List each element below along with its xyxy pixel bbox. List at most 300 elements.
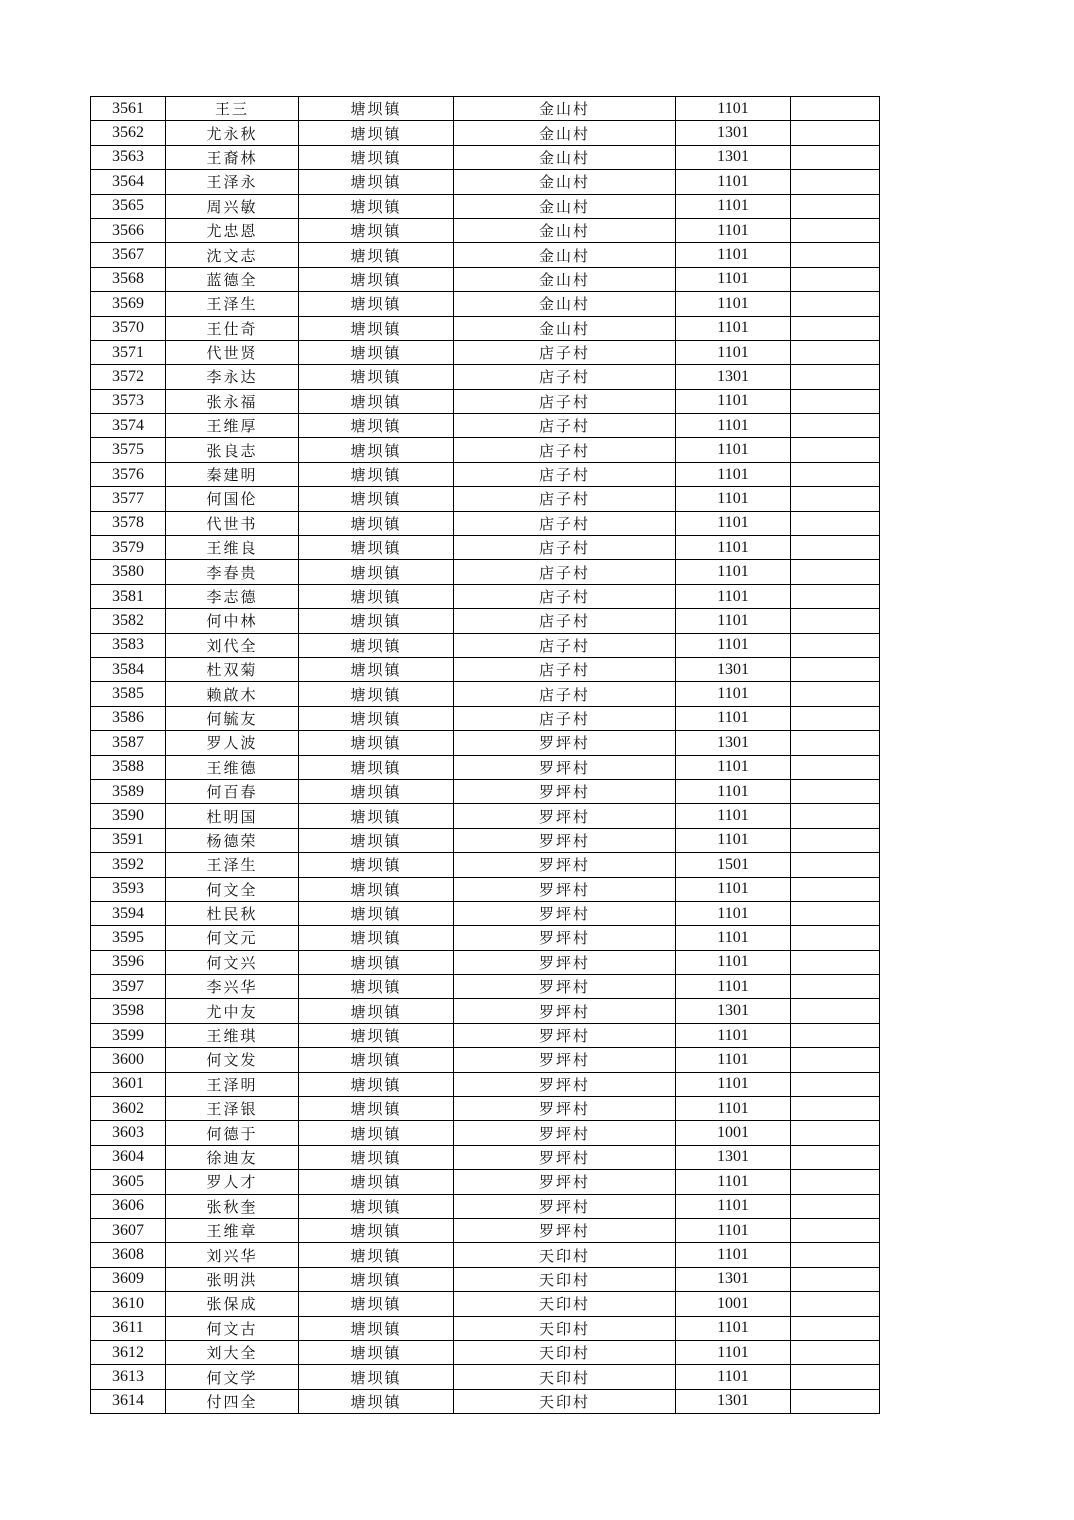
town-cell: 塘坝镇 xyxy=(299,389,454,413)
note-cell xyxy=(791,121,880,145)
table-row xyxy=(91,1170,880,1194)
row-number-cell: 3586 xyxy=(91,706,166,730)
table-row xyxy=(91,1072,880,1096)
table-row xyxy=(91,682,880,706)
town-cell: 塘坝镇 xyxy=(299,877,454,901)
village-cell: 罗坪村 xyxy=(454,901,676,925)
table-row xyxy=(91,145,880,169)
table-row xyxy=(91,950,880,974)
note-cell xyxy=(791,1267,880,1291)
table-row xyxy=(91,365,880,389)
row-number-cell: 3594 xyxy=(91,901,166,925)
name-cell: 蓝德全 xyxy=(166,267,299,291)
table-row xyxy=(91,609,880,633)
town-cell: 塘坝镇 xyxy=(299,657,454,681)
village-cell: 罗坪村 xyxy=(454,1194,676,1218)
village-cell: 天印村 xyxy=(454,1316,676,1340)
table-row xyxy=(91,97,880,121)
name-cell: 王泽银 xyxy=(166,1097,299,1121)
row-number-cell: 3575 xyxy=(91,438,166,462)
name-cell: 王三 xyxy=(166,97,299,121)
note-cell xyxy=(791,340,880,364)
town-cell: 塘坝镇 xyxy=(299,1072,454,1096)
town-cell: 塘坝镇 xyxy=(299,414,454,438)
name-cell: 李兴华 xyxy=(166,975,299,999)
village-cell: 罗坪村 xyxy=(454,804,676,828)
name-cell: 刘大全 xyxy=(166,1340,299,1364)
note-cell xyxy=(791,682,880,706)
table-row xyxy=(91,633,880,657)
village-cell: 店子村 xyxy=(454,706,676,730)
row-number-cell: 3581 xyxy=(91,584,166,608)
town-cell: 塘坝镇 xyxy=(299,584,454,608)
note-cell xyxy=(791,389,880,413)
note-cell xyxy=(791,633,880,657)
row-number-cell: 3592 xyxy=(91,853,166,877)
name-cell: 秦建明 xyxy=(166,462,299,486)
note-cell xyxy=(791,292,880,316)
code-cell: 1101 xyxy=(676,633,791,657)
village-cell: 天印村 xyxy=(454,1243,676,1267)
name-cell: 何文元 xyxy=(166,926,299,950)
town-cell: 塘坝镇 xyxy=(299,97,454,121)
table-row xyxy=(91,414,880,438)
table-row xyxy=(91,804,880,828)
village-cell: 店子村 xyxy=(454,462,676,486)
note-cell xyxy=(791,584,880,608)
code-cell: 1101 xyxy=(676,1097,791,1121)
village-cell: 罗坪村 xyxy=(454,1121,676,1145)
note-cell xyxy=(791,243,880,267)
code-cell: 1001 xyxy=(676,1292,791,1316)
town-cell: 塘坝镇 xyxy=(299,853,454,877)
note-cell xyxy=(791,1072,880,1096)
name-cell: 何中林 xyxy=(166,609,299,633)
name-cell: 付四全 xyxy=(166,1389,299,1413)
row-number-cell: 3603 xyxy=(91,1121,166,1145)
table-row xyxy=(91,511,880,535)
code-cell: 1301 xyxy=(676,145,791,169)
table-row xyxy=(91,706,880,730)
village-cell: 罗坪村 xyxy=(454,926,676,950)
row-number-cell: 3565 xyxy=(91,194,166,218)
code-cell: 1101 xyxy=(676,97,791,121)
village-cell: 罗坪村 xyxy=(454,877,676,901)
code-cell: 1301 xyxy=(676,1145,791,1169)
code-cell: 1101 xyxy=(676,926,791,950)
name-cell: 何百春 xyxy=(166,779,299,803)
name-cell: 王裔林 xyxy=(166,145,299,169)
row-number-cell: 3608 xyxy=(91,1243,166,1267)
name-cell: 何国伦 xyxy=(166,487,299,511)
note-cell xyxy=(791,218,880,242)
code-cell: 1101 xyxy=(676,511,791,535)
table-row xyxy=(91,218,880,242)
name-cell: 刘兴华 xyxy=(166,1243,299,1267)
name-cell: 周兴敏 xyxy=(166,194,299,218)
village-cell: 天印村 xyxy=(454,1389,676,1413)
code-cell: 1301 xyxy=(676,1267,791,1291)
row-number-cell: 3606 xyxy=(91,1194,166,1218)
note-cell xyxy=(791,487,880,511)
row-number-cell: 3569 xyxy=(91,292,166,316)
table-row xyxy=(91,267,880,291)
table-row xyxy=(91,1340,880,1364)
row-number-cell: 3572 xyxy=(91,365,166,389)
village-cell: 罗坪村 xyxy=(454,999,676,1023)
table-row xyxy=(91,999,880,1023)
village-cell: 罗坪村 xyxy=(454,755,676,779)
row-number-cell: 3567 xyxy=(91,243,166,267)
row-number-cell: 3578 xyxy=(91,511,166,535)
note-cell xyxy=(791,511,880,535)
code-cell: 1101 xyxy=(676,755,791,779)
town-cell: 塘坝镇 xyxy=(299,804,454,828)
table-row xyxy=(91,1316,880,1340)
village-cell: 金山村 xyxy=(454,292,676,316)
town-cell: 塘坝镇 xyxy=(299,901,454,925)
village-cell: 罗坪村 xyxy=(454,731,676,755)
table-row xyxy=(91,779,880,803)
code-cell: 1101 xyxy=(676,292,791,316)
town-cell: 塘坝镇 xyxy=(299,1292,454,1316)
name-cell: 徐迪友 xyxy=(166,1145,299,1169)
code-cell: 1101 xyxy=(676,316,791,340)
town-cell: 塘坝镇 xyxy=(299,1145,454,1169)
town-cell: 塘坝镇 xyxy=(299,975,454,999)
row-number-cell: 3564 xyxy=(91,170,166,194)
table-row xyxy=(91,1243,880,1267)
note-cell xyxy=(791,1218,880,1242)
code-cell: 1101 xyxy=(676,975,791,999)
table-row xyxy=(91,584,880,608)
note-cell xyxy=(791,97,880,121)
town-cell: 塘坝镇 xyxy=(299,828,454,852)
code-cell: 1301 xyxy=(676,657,791,681)
note-cell xyxy=(791,1170,880,1194)
code-cell: 1101 xyxy=(676,340,791,364)
name-cell: 王维琪 xyxy=(166,1023,299,1047)
row-number-cell: 3595 xyxy=(91,926,166,950)
note-cell xyxy=(791,1292,880,1316)
village-cell: 店子村 xyxy=(454,389,676,413)
town-cell: 塘坝镇 xyxy=(299,365,454,389)
note-cell xyxy=(791,560,880,584)
note-cell xyxy=(791,779,880,803)
code-cell: 1101 xyxy=(676,1072,791,1096)
roster-body xyxy=(91,97,880,1414)
name-cell: 沈文志 xyxy=(166,243,299,267)
note-cell xyxy=(791,877,880,901)
name-cell: 刘代全 xyxy=(166,633,299,657)
village-cell: 店子村 xyxy=(454,340,676,364)
town-cell: 塘坝镇 xyxy=(299,121,454,145)
village-cell: 罗坪村 xyxy=(454,828,676,852)
row-number-cell: 3584 xyxy=(91,657,166,681)
code-cell: 1301 xyxy=(676,121,791,145)
code-cell: 1301 xyxy=(676,731,791,755)
village-cell: 天印村 xyxy=(454,1340,676,1364)
town-cell: 塘坝镇 xyxy=(299,511,454,535)
code-cell: 1101 xyxy=(676,267,791,291)
town-cell: 塘坝镇 xyxy=(299,1023,454,1047)
row-number-cell: 3599 xyxy=(91,1023,166,1047)
village-cell: 金山村 xyxy=(454,218,676,242)
table-row xyxy=(91,1023,880,1047)
row-number-cell: 3609 xyxy=(91,1267,166,1291)
row-number-cell: 3562 xyxy=(91,121,166,145)
village-cell: 罗坪村 xyxy=(454,1218,676,1242)
code-cell: 1101 xyxy=(676,1218,791,1242)
row-number-cell: 3600 xyxy=(91,1048,166,1072)
row-number-cell: 3601 xyxy=(91,1072,166,1096)
town-cell: 塘坝镇 xyxy=(299,779,454,803)
name-cell: 王泽明 xyxy=(166,1072,299,1096)
note-cell xyxy=(791,536,880,560)
name-cell: 李春贵 xyxy=(166,560,299,584)
name-cell: 何文兴 xyxy=(166,950,299,974)
table-row xyxy=(91,1048,880,1072)
code-cell: 1101 xyxy=(676,170,791,194)
village-cell: 金山村 xyxy=(454,316,676,340)
town-cell: 塘坝镇 xyxy=(299,1389,454,1413)
code-cell: 1101 xyxy=(676,1365,791,1389)
code-cell: 1101 xyxy=(676,779,791,803)
village-cell: 天印村 xyxy=(454,1267,676,1291)
town-cell: 塘坝镇 xyxy=(299,438,454,462)
village-cell: 天印村 xyxy=(454,1292,676,1316)
row-number-cell: 3610 xyxy=(91,1292,166,1316)
town-cell: 塘坝镇 xyxy=(299,755,454,779)
town-cell: 塘坝镇 xyxy=(299,1267,454,1291)
table-row xyxy=(91,340,880,364)
note-cell xyxy=(791,316,880,340)
note-cell xyxy=(791,706,880,730)
town-cell: 塘坝镇 xyxy=(299,1170,454,1194)
code-cell: 1101 xyxy=(676,877,791,901)
row-number-cell: 3570 xyxy=(91,316,166,340)
table-row xyxy=(91,975,880,999)
note-cell xyxy=(791,365,880,389)
code-cell: 1101 xyxy=(676,609,791,633)
table-row xyxy=(91,292,880,316)
note-cell xyxy=(791,609,880,633)
table-row xyxy=(91,389,880,413)
village-cell: 罗坪村 xyxy=(454,853,676,877)
code-cell: 1101 xyxy=(676,218,791,242)
note-cell xyxy=(791,999,880,1023)
table-row xyxy=(91,1365,880,1389)
row-number-cell: 3607 xyxy=(91,1218,166,1242)
table-row xyxy=(91,560,880,584)
table-row xyxy=(91,1121,880,1145)
town-cell: 塘坝镇 xyxy=(299,1121,454,1145)
name-cell: 杜明国 xyxy=(166,804,299,828)
note-cell xyxy=(791,755,880,779)
town-cell: 塘坝镇 xyxy=(299,609,454,633)
name-cell: 代世贤 xyxy=(166,340,299,364)
table-row xyxy=(91,1292,880,1316)
table-row xyxy=(91,1218,880,1242)
note-cell xyxy=(791,414,880,438)
table-row xyxy=(91,1194,880,1218)
code-cell: 1001 xyxy=(676,1121,791,1145)
roster-table xyxy=(90,96,880,1414)
row-number-cell: 3568 xyxy=(91,267,166,291)
table-row xyxy=(91,536,880,560)
note-cell xyxy=(791,804,880,828)
village-cell: 金山村 xyxy=(454,194,676,218)
town-cell: 塘坝镇 xyxy=(299,706,454,730)
village-cell: 罗坪村 xyxy=(454,1023,676,1047)
name-cell: 王泽生 xyxy=(166,853,299,877)
town-cell: 塘坝镇 xyxy=(299,536,454,560)
name-cell: 何文学 xyxy=(166,1365,299,1389)
row-number-cell: 3593 xyxy=(91,877,166,901)
code-cell: 1101 xyxy=(676,1023,791,1047)
town-cell: 塘坝镇 xyxy=(299,1316,454,1340)
table-row xyxy=(91,462,880,486)
town-cell: 塘坝镇 xyxy=(299,1340,454,1364)
village-cell: 金山村 xyxy=(454,243,676,267)
note-cell xyxy=(791,1340,880,1364)
row-number-cell: 3598 xyxy=(91,999,166,1023)
village-cell: 罗坪村 xyxy=(454,1072,676,1096)
name-cell: 王维章 xyxy=(166,1218,299,1242)
code-cell: 1101 xyxy=(676,804,791,828)
name-cell: 李志德 xyxy=(166,584,299,608)
table-row xyxy=(91,316,880,340)
code-cell: 1101 xyxy=(676,901,791,925)
name-cell: 罗人波 xyxy=(166,731,299,755)
town-cell: 塘坝镇 xyxy=(299,340,454,364)
village-cell: 店子村 xyxy=(454,414,676,438)
row-number-cell: 3577 xyxy=(91,487,166,511)
name-cell: 王泽永 xyxy=(166,170,299,194)
village-cell: 罗坪村 xyxy=(454,779,676,803)
village-cell: 金山村 xyxy=(454,267,676,291)
code-cell: 1101 xyxy=(676,1170,791,1194)
table-row xyxy=(91,926,880,950)
table-row xyxy=(91,1389,880,1413)
note-cell xyxy=(791,194,880,218)
code-cell: 1101 xyxy=(676,1316,791,1340)
row-number-cell: 3580 xyxy=(91,560,166,584)
town-cell: 塘坝镇 xyxy=(299,487,454,511)
note-cell xyxy=(791,950,880,974)
row-number-cell: 3588 xyxy=(91,755,166,779)
table-row xyxy=(91,1145,880,1169)
note-cell xyxy=(791,1389,880,1413)
note-cell xyxy=(791,731,880,755)
name-cell: 杜民秋 xyxy=(166,901,299,925)
note-cell xyxy=(791,657,880,681)
note-cell xyxy=(791,267,880,291)
code-cell: 1101 xyxy=(676,706,791,730)
name-cell: 代世书 xyxy=(166,511,299,535)
row-number-cell: 3561 xyxy=(91,97,166,121)
note-cell xyxy=(791,1097,880,1121)
row-number-cell: 3604 xyxy=(91,1145,166,1169)
name-cell: 何德于 xyxy=(166,1121,299,1145)
row-number-cell: 3573 xyxy=(91,389,166,413)
name-cell: 何毓友 xyxy=(166,706,299,730)
row-number-cell: 3571 xyxy=(91,340,166,364)
note-cell xyxy=(791,1365,880,1389)
name-cell: 王泽生 xyxy=(166,292,299,316)
town-cell: 塘坝镇 xyxy=(299,1243,454,1267)
town-cell: 塘坝镇 xyxy=(299,170,454,194)
name-cell: 何文古 xyxy=(166,1316,299,1340)
table-row xyxy=(91,1097,880,1121)
name-cell: 尤永秋 xyxy=(166,121,299,145)
town-cell: 塘坝镇 xyxy=(299,731,454,755)
row-number-cell: 3582 xyxy=(91,609,166,633)
code-cell: 1101 xyxy=(676,487,791,511)
name-cell: 赖啟木 xyxy=(166,682,299,706)
code-cell: 1101 xyxy=(676,682,791,706)
code-cell: 1101 xyxy=(676,243,791,267)
name-cell: 杜双菊 xyxy=(166,657,299,681)
table-row xyxy=(91,121,880,145)
town-cell: 塘坝镇 xyxy=(299,1194,454,1218)
town-cell: 塘坝镇 xyxy=(299,999,454,1023)
note-cell xyxy=(791,1121,880,1145)
note-cell xyxy=(791,462,880,486)
name-cell: 何文发 xyxy=(166,1048,299,1072)
note-cell xyxy=(791,170,880,194)
village-cell: 天印村 xyxy=(454,1365,676,1389)
village-cell: 罗坪村 xyxy=(454,1048,676,1072)
name-cell: 尤忠恩 xyxy=(166,218,299,242)
name-cell: 张秋奎 xyxy=(166,1194,299,1218)
name-cell: 杨德荣 xyxy=(166,828,299,852)
town-cell: 塘坝镇 xyxy=(299,1218,454,1242)
row-number-cell: 3613 xyxy=(91,1365,166,1389)
row-number-cell: 3566 xyxy=(91,218,166,242)
code-cell: 1101 xyxy=(676,194,791,218)
table-row xyxy=(91,828,880,852)
village-cell: 店子村 xyxy=(454,365,676,389)
code-cell: 1101 xyxy=(676,560,791,584)
village-cell: 金山村 xyxy=(454,145,676,169)
code-cell: 1101 xyxy=(676,828,791,852)
name-cell: 张永福 xyxy=(166,389,299,413)
row-number-cell: 3589 xyxy=(91,779,166,803)
village-cell: 金山村 xyxy=(454,121,676,145)
code-cell: 1101 xyxy=(676,389,791,413)
code-cell: 1101 xyxy=(676,584,791,608)
village-cell: 罗坪村 xyxy=(454,1145,676,1169)
table-row xyxy=(91,243,880,267)
row-number-cell: 3574 xyxy=(91,414,166,438)
village-cell: 罗坪村 xyxy=(454,1170,676,1194)
row-number-cell: 3563 xyxy=(91,145,166,169)
town-cell: 塘坝镇 xyxy=(299,218,454,242)
note-cell xyxy=(791,975,880,999)
name-cell: 尤中友 xyxy=(166,999,299,1023)
table-row xyxy=(91,438,880,462)
village-cell: 罗坪村 xyxy=(454,950,676,974)
table-row xyxy=(91,877,880,901)
row-number-cell: 3587 xyxy=(91,731,166,755)
note-cell xyxy=(791,901,880,925)
town-cell: 塘坝镇 xyxy=(299,1048,454,1072)
code-cell: 1301 xyxy=(676,365,791,389)
row-number-cell: 3590 xyxy=(91,804,166,828)
note-cell xyxy=(791,926,880,950)
note-cell xyxy=(791,1023,880,1047)
